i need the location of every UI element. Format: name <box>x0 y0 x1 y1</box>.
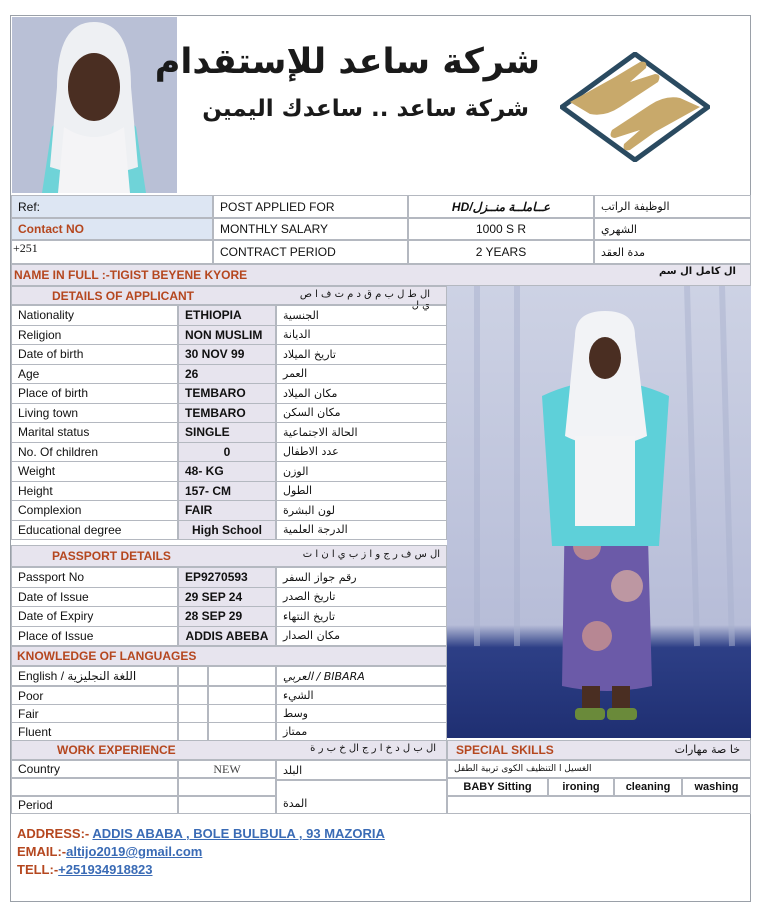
monthly-salary-label: MONTHLY SALARY <box>213 218 408 240</box>
passport-ar: تاريخ الصدر <box>276 587 447 608</box>
contract-period-value: 2 YEARS <box>408 240 594 264</box>
detail-ar: الطول <box>276 481 447 502</box>
language-cell <box>178 722 208 741</box>
passport-value: EP9270593 <box>178 567 276 588</box>
detail-label: No. Of children <box>11 442 178 463</box>
detail-value: High School <box>178 520 276 541</box>
skill-item: BABY Sitting <box>447 778 548 796</box>
email-line <box>17 844 202 859</box>
passport-label: Passport No <box>11 567 178 588</box>
tell-label: TELL:- <box>17 862 59 877</box>
detail-value: TEMBARO <box>178 383 276 404</box>
language-cell <box>178 686 208 705</box>
work-cell <box>178 796 276 814</box>
language-english: English / اللغة النجليزية <box>11 666 178 686</box>
name-in-full-ar: ال كامل ال سم <box>658 266 736 277</box>
tell-line <box>17 862 153 877</box>
language-level-label: Fluent <box>11 722 178 741</box>
applicant-portrait-small <box>12 17 177 193</box>
detail-label: Age <box>11 364 178 385</box>
applicant-photo-full <box>447 286 751 738</box>
contact-no-value: +251 <box>11 240 213 264</box>
passport-title-ar: ال س ف ر ج و ا ز ب ي ا ن ا ت <box>302 549 440 560</box>
passport-label: Date of Issue <box>11 587 178 608</box>
detail-label: Date of birth <box>11 344 178 365</box>
detail-label: Marital status <box>11 422 178 443</box>
skills-title-ar: خا صة مهارات <box>674 743 740 756</box>
post-applied-value: HD/عــاملــة منــزل <box>408 195 594 218</box>
passport-label: Date of Expiry <box>11 606 178 627</box>
language-level-label: Poor <box>11 686 178 705</box>
work-country-ar: البلد <box>276 760 447 780</box>
languages-title: KNOWLEDGE OF LANGUAGES <box>17 649 197 663</box>
detail-value: FAIR <box>178 500 276 521</box>
name-in-full-label: NAME IN FULL :-TIGIST BEYENE KYORE <box>14 268 248 282</box>
detail-ar: لون البشرة <box>276 500 447 521</box>
monthly-salary-value: 1000 S R <box>408 218 594 240</box>
detail-ar: مكان السكن <box>276 403 447 424</box>
detail-ar: الدرجة العلمية <box>276 520 447 541</box>
skills-ar-row: الغسيل ا التنظيف الكوى تربية الطفل <box>447 760 751 778</box>
detail-value: TEMBARO <box>178 403 276 424</box>
company-name: شركة ساعد للإستقدام <box>154 42 540 82</box>
detail-ar: مكان الميلاد <box>276 383 447 404</box>
detail-label: Place of birth <box>11 383 178 404</box>
detail-value: SINGLE <box>178 422 276 443</box>
passport-value: 28 SEP 29 <box>178 606 276 627</box>
detail-label: Weight <box>11 461 178 482</box>
email-label: EMAIL:- <box>17 844 67 859</box>
post-applied-ar: الوظيفة الراتب <box>594 195 751 218</box>
post-applied-label: POST APPLIED FOR <box>213 195 408 218</box>
passport-label: Place of Issue <box>11 626 178 647</box>
skill-item: washing <box>682 778 751 796</box>
detail-value: 26 <box>178 364 276 385</box>
details-title: DETAILS OF APPLICANT <box>52 288 194 303</box>
address-value: ADDIS ABABA , BOLE BULBULA , 93 MAZORIA <box>92 826 385 841</box>
detail-value: 48- KG <box>178 461 276 482</box>
skill-item: ironing <box>548 778 614 796</box>
passport-ar: تاريخ النتهاء <box>276 606 447 627</box>
passport-value: ADDIS ABEBA <box>178 626 276 647</box>
detail-ar: الوزن <box>276 461 447 482</box>
detail-ar: العمر <box>276 364 447 385</box>
language-cell <box>178 666 208 686</box>
language-cell <box>208 666 276 686</box>
language-cell <box>208 722 276 741</box>
language-cell <box>208 704 276 723</box>
detail-value: 0 <box>178 442 276 463</box>
detail-value: 30 NOV 99 <box>178 344 276 365</box>
skills-empty-row <box>447 796 751 814</box>
passport-ar: مكان الصدار <box>276 626 447 647</box>
work-title-ar: ال ب ل د خ ا ر ج ال خ ب ر ة <box>310 743 436 754</box>
tell-link[interactable]: +251934918823 <box>58 862 153 877</box>
work-country-value: NEW <box>178 760 276 778</box>
detail-ar: عدد الاطفال <box>276 442 447 463</box>
monthly-salary-ar: الشهري <box>594 218 751 240</box>
detail-value: 157- CM <box>178 481 276 502</box>
passport-value: 29 SEP 24 <box>178 587 276 608</box>
detail-ar: تاريخ الميلاد <box>276 344 447 365</box>
detail-label: Educational degree <box>11 520 178 541</box>
address-line <box>17 826 385 841</box>
address-label: ADDRESS:- <box>17 826 90 841</box>
email-link[interactable]: altijo2019@gmail.com <box>66 844 203 859</box>
work-cell <box>178 778 276 796</box>
detail-value: ETHIOPIA <box>178 305 276 326</box>
language-level-ar: وسط <box>276 704 447 723</box>
skills-title: SPECIAL SKILLS <box>456 743 554 757</box>
passport-title: PASSPORT DETAILS <box>52 549 171 563</box>
work-period-label: Period <box>11 796 178 814</box>
skill-item: cleaning <box>614 778 682 796</box>
language-cell <box>208 686 276 705</box>
work-cell <box>11 778 178 796</box>
language-level-ar: الشيء <box>276 686 447 705</box>
detail-ar: الديانة <box>276 325 447 346</box>
work-title: WORK EXPERIENCE <box>57 743 176 757</box>
language-level-label: Fair <box>11 704 178 723</box>
detail-ar: الجنسية <box>276 305 447 326</box>
company-logo <box>560 52 710 162</box>
work-country-label: Country <box>11 760 178 778</box>
detail-label: Living town <box>11 403 178 424</box>
contract-period-ar: مدة العقد <box>594 240 751 264</box>
company-tagline: شركة ساعد .. ساعدك اليمين <box>202 96 529 122</box>
passport-ar: رقم جواز السفر <box>276 567 447 588</box>
details-title-ar: ال ط ل ب م ق د م ت ف ا ص ي ل <box>299 289 430 311</box>
contract-period-label: CONTRACT PERIOD <box>213 240 408 264</box>
language-level-ar: ممتاز <box>276 722 447 741</box>
detail-label: Nationality <box>11 305 178 326</box>
work-period-ar: المدة <box>276 780 447 814</box>
detail-label: Religion <box>11 325 178 346</box>
language-arabic: BIBARA / العربي <box>276 666 447 686</box>
detail-label: Complexion <box>11 500 178 521</box>
detail-ar: الحالة الاجتماعية <box>276 422 447 443</box>
detail-label: Height <box>11 481 178 502</box>
ref-label: Ref: <box>11 195 213 218</box>
contact-no-label: Contact NO <box>11 218 213 240</box>
language-cell <box>178 704 208 723</box>
detail-value: NON MUSLIM <box>178 325 276 346</box>
